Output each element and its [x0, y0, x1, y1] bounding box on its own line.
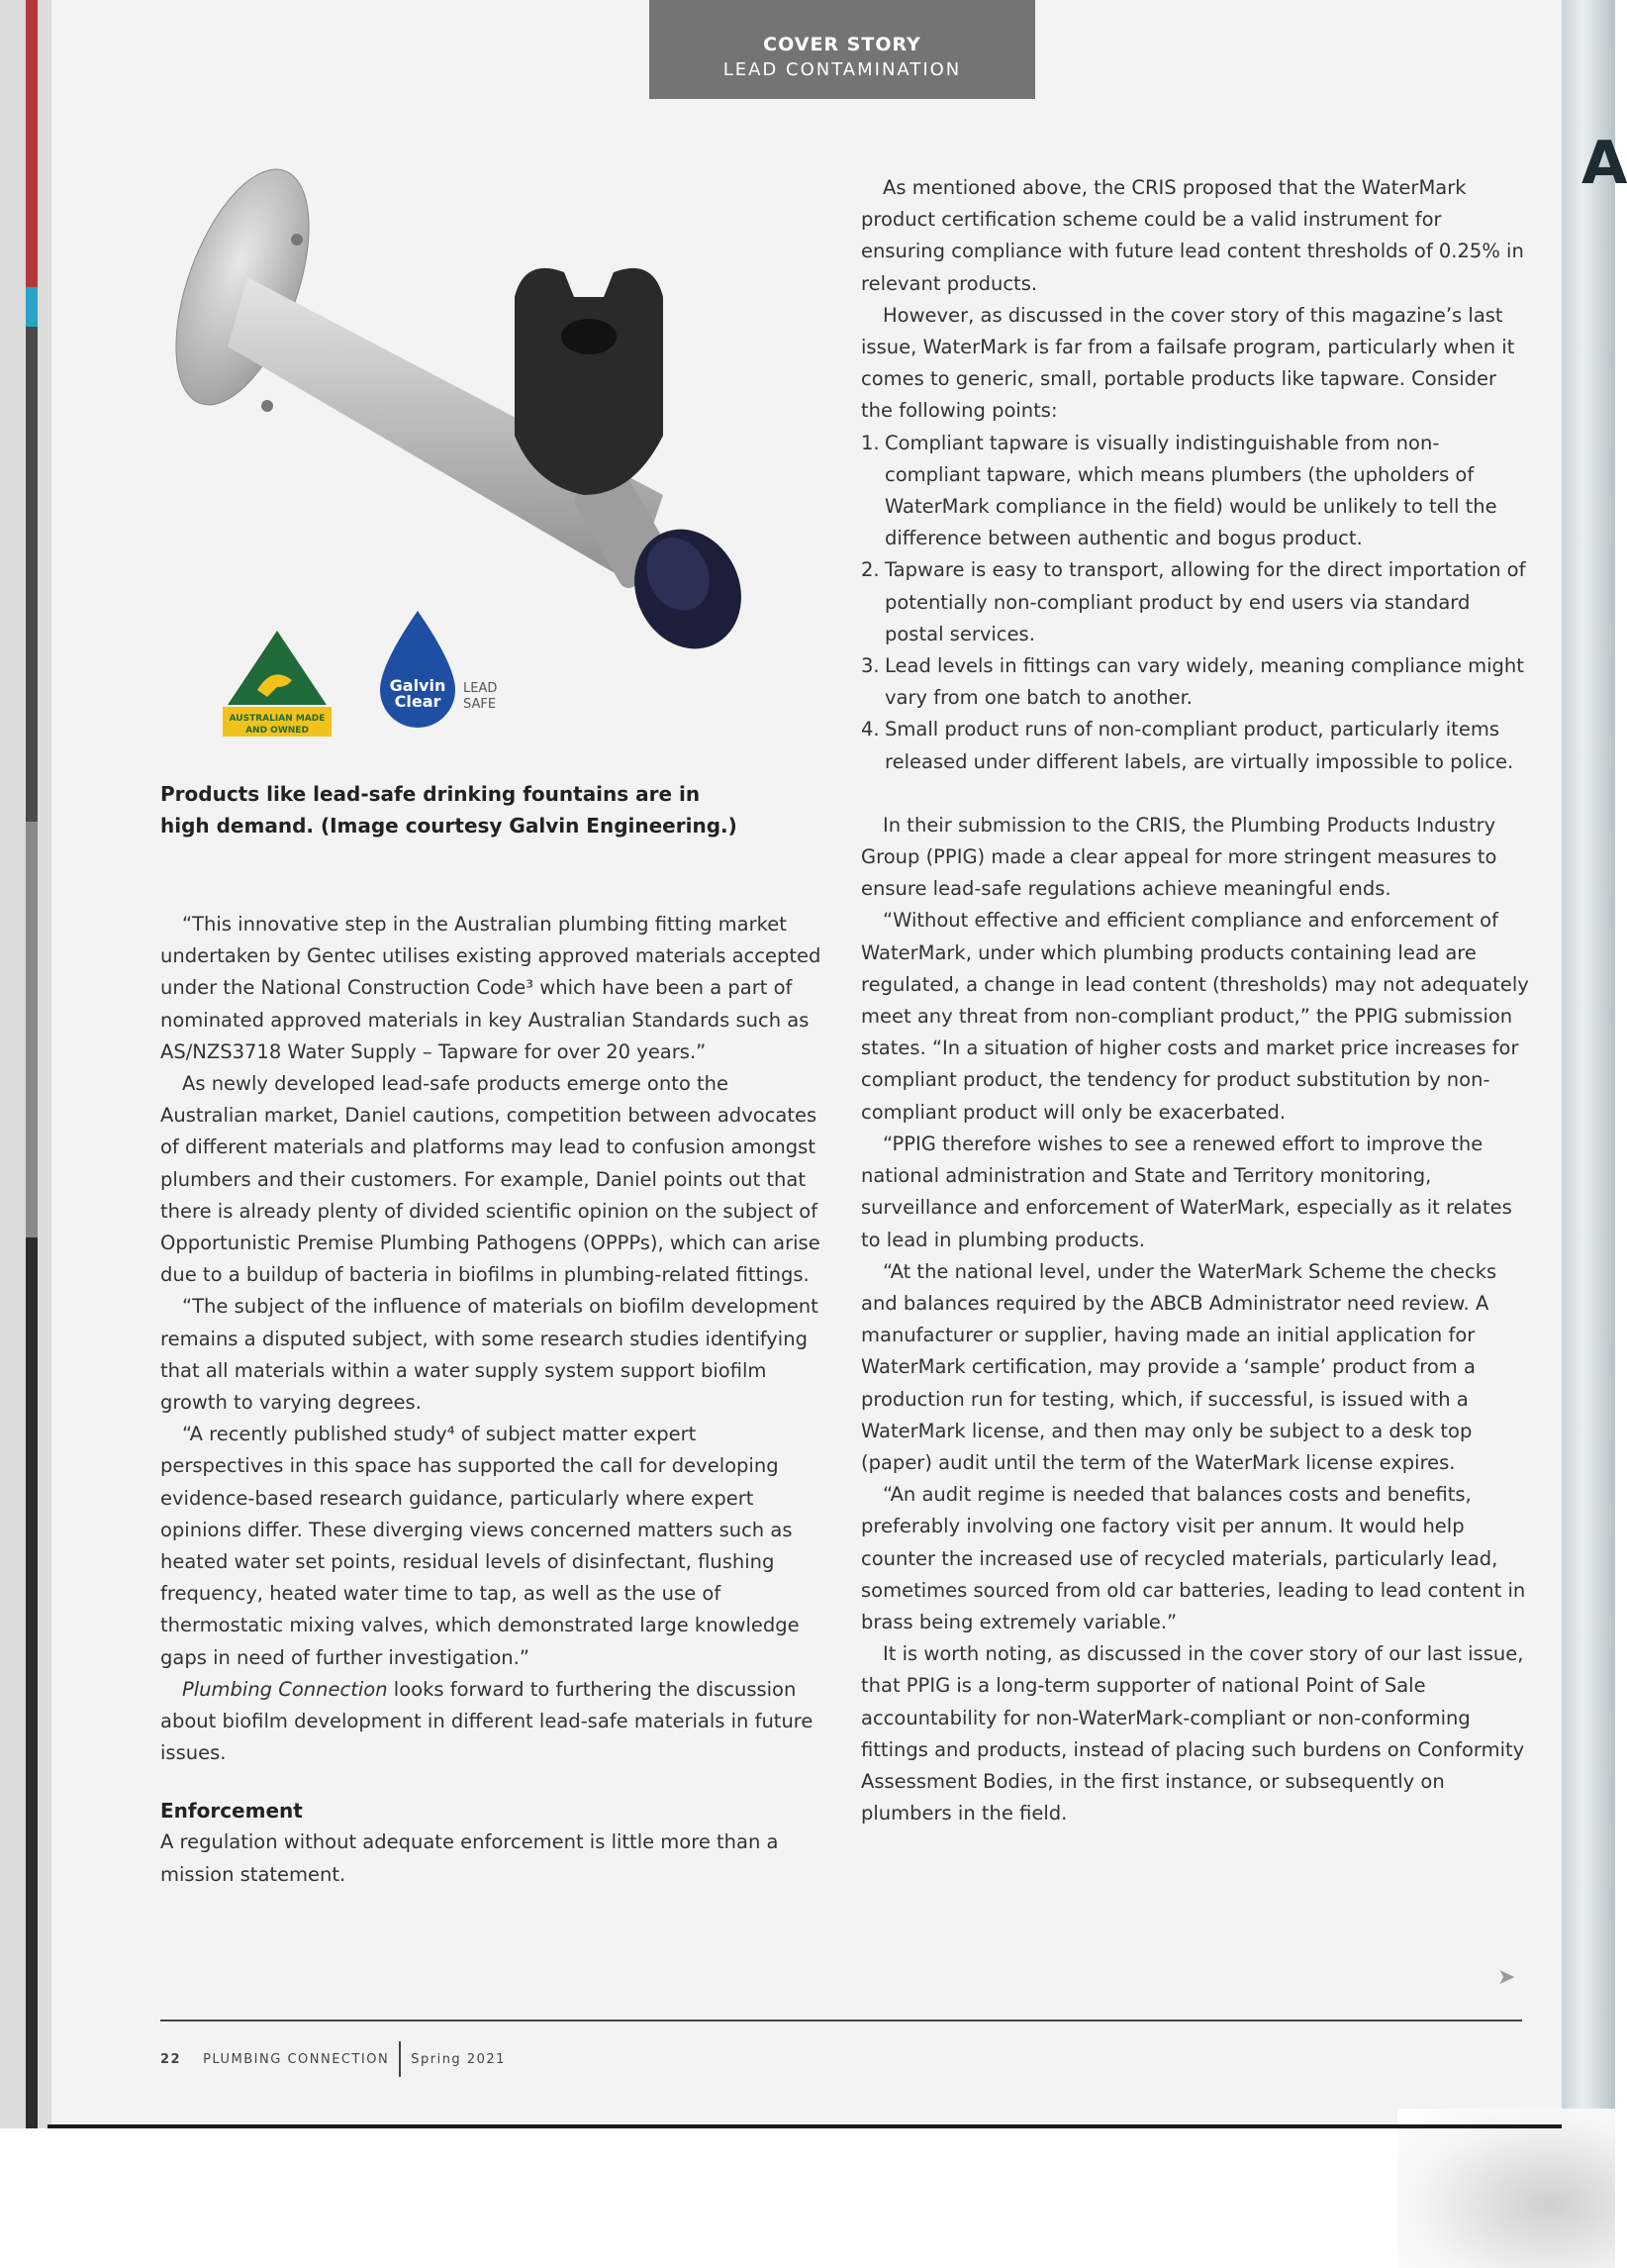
paragraph: “An audit regime is needed that balances costs and benefits, preferably involving one factory visit per annum. It would help counter the increased use of recycled materials, particularly lead, sometimes sourced from old car batteries, leading to lead content in brass being extremely variable.”	[861, 1483, 1526, 1633]
list-item	[861, 554, 1529, 650]
publication-title: PLUMBING CONNECTION	[203, 2051, 390, 2067]
section-topic: LEAD CONTAMINATION	[722, 59, 962, 80]
image-caption: Products like lead-safe drinking fountains are in high demand. (Image courtesy Galvin Engineering.)	[160, 782, 737, 838]
page-bottom-rule	[48, 2124, 1562, 2128]
left-column	[160, 909, 823, 1891]
right-column	[861, 172, 1529, 1829]
paragraph: In their submission to the CRIS, the Plumbing Products Industry Group (PPIG) made a clear appeal for more stringent measures to ensure lead-safe regulations achieve meaningful ends.	[861, 813, 1497, 901]
paragraph: A regulation without adequate enforcement is little more than a mission statement.	[160, 1830, 779, 1886]
paragraph-text: looks forward to furthering the discussion about biofilm development in different lead-safe materials in future issues.	[160, 1677, 814, 1765]
paragraph: As mentioned above, the CRIS proposed that the WaterMark product certification scheme could be a valid instrument for ensuring compliance with future lead content thresholds of 0.25% in relevant products.	[861, 176, 1524, 295]
list-item	[861, 428, 1529, 555]
paragraph: “Without effective and efficient compliance and enforcement of WaterMark, under which plumbing products containing lead are regulated, a change in lead content (thresholds) may not adequately meet any threat from non-compliant product,” the PPIG submission states. “In a situation of higher costs and market price increases for compliant product, the tendency for product substitution by non-compliant product will only be exacerbated.	[861, 909, 1529, 1124]
list-number: 1.	[861, 431, 880, 454]
logo-tag-text: LEAD	[463, 681, 498, 696]
paragraph: “The subject of the influence of materials on biofilm development remains a disputed subject, with some research studies identifying that all materials within a water supply system support biofilm growth to varying degrees.	[160, 1295, 818, 1415]
logo-text: AND OWNED	[245, 726, 309, 736]
list-text: Tapware is easy to transport, allowing for the direct importation of potentially non-compliant product by end users via standard postal services.	[885, 558, 1526, 645]
paragraph	[160, 1674, 823, 1770]
paragraph: “A recently published study⁴ of subject matter expert perspectives in this space has supported the call for developing evidence-based research guidance, particularly where expert opinions differ. These diverging views concerned matters such as heated water set points, residual levels of disinfectant, flushing frequency, heated water time to tap, as well as the use of thermostatic mixing valves, which demonstrated large knowledge gaps in need of further investigation.”	[160, 1423, 800, 1669]
scan-margin	[0, 2128, 1615, 2268]
list-item	[861, 650, 1529, 714]
list-text: Compliant tapware is visually indistinguishable from non-compliant tapware, which means plumbers (the upholders of WaterMark compliance in the field) would be unlikely to tell the difference between authentic and bogus product.	[885, 431, 1497, 550]
section-header	[649, 0, 1035, 99]
screw-icon	[261, 400, 273, 412]
numbered-list	[861, 428, 1529, 778]
list-item	[861, 714, 1529, 777]
paragraph: However, as discussed in the cover story of this magazine’s last issue, WaterMark is far from a failsafe program, particularly when it comes to generic, small, portable products like tapware. Consider the following points:	[861, 303, 1515, 423]
paragraph: It is worth noting, as discussed in the cover story of our last issue, that PPIG is a long-term supporter of national Point of Sale accountability for non-WaterMark-compliant or non-conforming fittings and products, instead of placing such burdens on Conformity Assessment Bodies, in the first instance, or subsequently on plumbers in the field.	[861, 1642, 1525, 1825]
section-category: COVER STORY	[763, 34, 921, 55]
paragraph: As newly developed lead-safe products emerge onto the Australian market, Daniel cautions, competition between advocates of different materials and platforms may lead to confusion amongst plumbers and their customers. For example, Daniel points out that there is already plenty of divided scientific opinion on the subject of Opportunistic Premise Plumbing Pathogens (OPPPs), which can arise due to a buildup of bacteria in biofilms in plumbing-related fittings.	[160, 1072, 820, 1287]
section-heading: Enforcement	[160, 1799, 303, 1824]
water-drop-logo-icon	[376, 606, 525, 730]
logo-brand-text: Galvin	[389, 676, 446, 695]
list-text: Small product runs of non-compliant product, particularly items released under different labels, are virtually impossible to police.	[885, 718, 1514, 773]
next-page-letter: A	[1581, 129, 1627, 198]
page-footer	[160, 2039, 506, 2079]
page-number: 22	[160, 2051, 182, 2067]
scan-shadow	[1397, 2109, 1615, 2268]
footer-rule	[160, 2020, 1522, 2021]
screw-icon	[291, 234, 303, 246]
next-page-edge	[1562, 0, 1627, 2128]
logo-brand-text: Clear	[394, 692, 441, 711]
paragraph: “This innovative step in the Australian plumbing fitting market undertaken by Gentec utilises existing approved materials accepted under the National Construction Code³ which have been a part of nominated approved materials in key Australian Standards such as AS/NZS3718 Water Supply – Tapware for over 20 years.”	[160, 913, 821, 1063]
list-number: 3.	[861, 654, 880, 678]
footer-divider	[399, 2041, 401, 2077]
publication-name: Plumbing Connection	[182, 1677, 388, 1701]
kangaroo-logo-icon	[218, 626, 336, 740]
paragraph: “At the national level, under the WaterMark Scheme the checks and balances required by the ABCB Administrator need review. A manufacturer or supplier, having made an initial application for WaterMark certification, may provide a ‘sample’ product from a production run for testing, which, if successful, is issued with a WaterMark license, and then may only be subject to a desk top (paper) audit until the term of the WaterMark license expires.	[861, 1259, 1497, 1474]
issue-label: Spring 2021	[411, 2051, 506, 2067]
list-text: Lead levels in fittings can vary widely, meaning compliance might vary from one batch to another.	[885, 654, 1524, 710]
list-number: 4.	[861, 718, 880, 741]
continue-arrow-icon: ➤	[1497, 1965, 1516, 1990]
paragraph: “PPIG therefore wishes to see a renewed effort to improve the national administration and State and Territory monitoring, surveillance and enforcement of WaterMark, especially as it relates to lead in plumbing products.	[861, 1132, 1512, 1251]
spine-edge	[0, 0, 51, 2128]
list-number: 2.	[861, 558, 880, 582]
logo-tag-text: SAFE	[463, 697, 497, 712]
logo-text: AUSTRALIAN MADE	[229, 714, 326, 724]
